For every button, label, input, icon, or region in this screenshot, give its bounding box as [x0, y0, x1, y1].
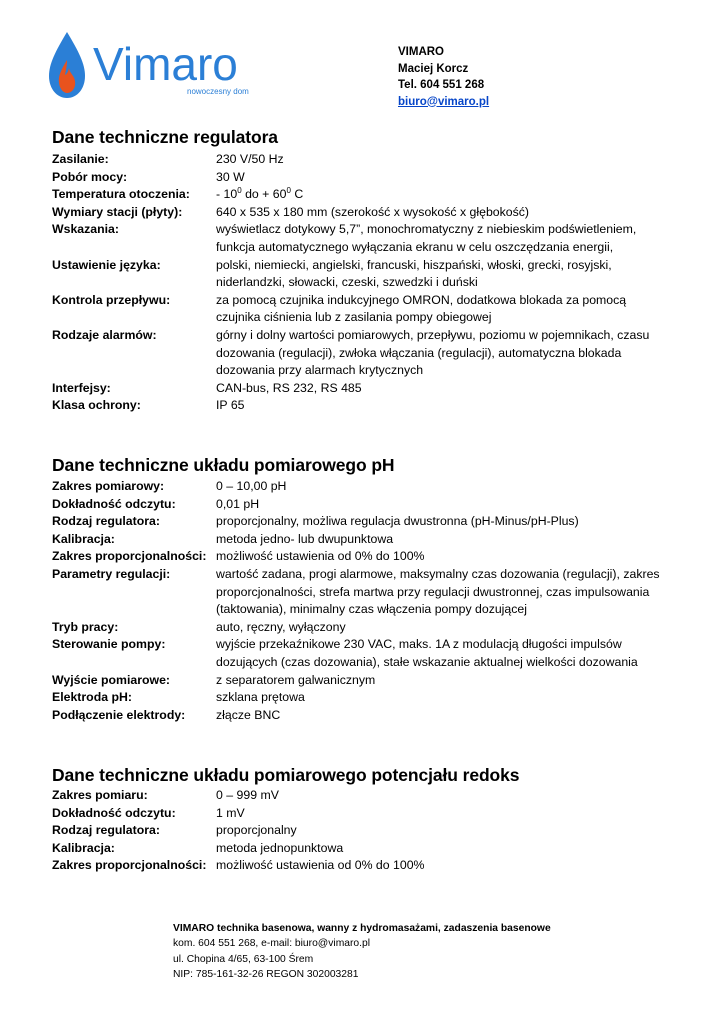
- spec-label: Dokładność odczytu:: [52, 805, 176, 820]
- spec-row: [52, 672, 672, 690]
- contact-email-link[interactable]: biuro@vimaro.pl: [398, 95, 490, 108]
- spec-label: Wyjście pomiarowe:: [52, 672, 170, 687]
- spec-value: szklana prętowa: [216, 690, 305, 705]
- spec-value: polski, niemiecki, angielski, francuski, hiszpański, włoski, grecki, rosyjski, niderlandzki, słowacki, czeski, szwedzki i duński: [216, 257, 612, 290]
- section-title-redox: Dane techniczne układu pomiarowego potencjału redoks: [52, 765, 520, 785]
- spec-value: 640 x 535 x 180 mm (szerokość x wysokość x głębokość): [216, 204, 530, 219]
- footer-company: VIMARO technika basenowa, wanny z hydromasażami, zadaszenia basenowe: [173, 923, 551, 934]
- spec-label: Zasilanie:: [52, 152, 109, 166]
- spec-label: Zakres proporcjonalności:: [52, 549, 207, 564]
- spec-value: IP 65: [216, 398, 245, 413]
- spec-label: Interfejsy:: [52, 380, 111, 395]
- spec-row: [52, 787, 672, 805]
- spec-value: proporcjonalny, możliwa regulacja dwustronna (pH-Minus/pH-Plus): [216, 514, 579, 529]
- spec-row: [52, 151, 672, 169]
- spec-value: za pomocą czujnika indukcyjnego OMRON, dodatkowa blokada za pomocą czujnika ciśnienia lub z zasilania pompy obiegowej: [216, 292, 627, 325]
- svg-text:nowoczesny dom: nowoczesny dom: [187, 87, 249, 96]
- spec-row: [52, 186, 672, 204]
- spec-label: Wymiary stacji (płyty):: [52, 204, 183, 219]
- spec-row: [52, 566, 672, 619]
- spec-label: Klasa ochrony:: [52, 398, 141, 413]
- spec-row: [52, 169, 672, 187]
- spec-value: możliwość ustawienia od 0% do 100%: [216, 549, 425, 564]
- svg-text:Vimaro: Vimaro: [93, 38, 238, 90]
- spec-label: Temperatura otoczenia:: [52, 187, 190, 202]
- spec-value: 0,01 pH: [216, 496, 260, 511]
- page-footer: [173, 921, 551, 982]
- spec-row: [52, 496, 672, 514]
- contact-phone: Tel. 604 551 268: [398, 79, 485, 91]
- spec-value: metoda jednopunktowa: [216, 840, 344, 855]
- vimaro-logo: [47, 30, 287, 104]
- spec-row: [52, 636, 672, 671]
- spec-label: Rodzaj regulatora:: [52, 823, 160, 838]
- spec-value-temperature: - $10^0$ do + $60^0$ C: [216, 186, 304, 202]
- spec-label: Kalibracja:: [52, 840, 115, 855]
- spec-row: [52, 397, 672, 415]
- spec-row: [52, 292, 672, 327]
- section-ph-specs: [52, 478, 672, 724]
- spec-label: Elektroda pH:: [52, 690, 132, 705]
- spec-row: [52, 689, 672, 707]
- spec-row: [52, 857, 672, 875]
- spec-value: 0 – 10,00 pH: [216, 479, 287, 493]
- spec-value: z separatorem galwanicznym: [216, 672, 376, 687]
- spec-label: Kalibracja:: [52, 531, 115, 546]
- spec-label: Zakres pomiarowy:: [52, 479, 165, 493]
- spec-value: wartość zadana, progi alarmowe, maksymalny czas dozowania (regulacji), zakres proporcjonalności, strefa martwa przy regulacji dwustronnej, czas impulsowania (taktowania), minimalny czas włączenia pompy dozującej: [216, 566, 660, 617]
- section-title-controller: Dane techniczne regulatora: [52, 127, 278, 147]
- spec-label: Zakres pomiaru:: [52, 788, 148, 802]
- spec-label: Pobór mocy:: [52, 169, 128, 184]
- spec-label: Rodzaje alarmów:: [52, 327, 157, 342]
- spec-value: wyjście przekaźnikowe 230 VAC, maks. 1A z modulacją długości impulsów dozujących (czas dozowania), stałe wskazanie aktualnej wielkości dozowania: [216, 637, 638, 669]
- spec-label: Podłączenie elektrody:: [52, 707, 186, 722]
- spec-value: wyświetlacz dotykowy 5,7”, monochromatyczny z niebieskim podświetleniem, funkcja automatycznego wyłączania ekranu w celu oszczędzania energii,: [216, 222, 637, 254]
- spec-value: złącze BNC: [216, 707, 281, 722]
- section-controller-specs: [52, 151, 672, 415]
- spec-value: 0 – 999 mV: [216, 788, 279, 802]
- spec-label: Ustawienie języka:: [52, 257, 161, 272]
- spec-label: Wskazania:: [52, 222, 119, 237]
- spec-row: [52, 822, 672, 840]
- section-redox-specs: [52, 787, 672, 875]
- spec-row: [52, 327, 672, 380]
- spec-label: Dokładność odczytu:: [52, 496, 176, 511]
- spec-label: Zakres proporcjonalności:: [52, 858, 207, 873]
- contact-person: Maciej Korcz: [398, 62, 469, 75]
- spec-label: Kontrola przepływu:: [52, 292, 171, 307]
- spec-row: [52, 531, 672, 549]
- spec-row: [52, 221, 672, 256]
- spec-label: Sterowanie pompy:: [52, 637, 166, 652]
- spec-value: CAN-bus, RS 232, RS 485: [216, 380, 362, 395]
- spec-row: [52, 513, 672, 531]
- spec-label: Rodzaj regulatora:: [52, 514, 160, 529]
- contact-company: VIMARO: [398, 46, 444, 58]
- spec-label: Parametry regulacji:: [52, 566, 171, 581]
- spec-value: 1 mV: [216, 805, 245, 820]
- spec-value: proporcjonalny: [216, 823, 297, 838]
- spec-value: 30 W: [216, 169, 245, 184]
- section-title-ph: Dane techniczne układu pomiarowego pH: [52, 455, 395, 475]
- footer-contact: kom. 604 551 268, e-mail: biuro@vimaro.pl: [173, 938, 371, 950]
- spec-row: [52, 707, 672, 725]
- spec-label: Tryb pracy:: [52, 619, 119, 634]
- spec-value: możliwość ustawienia od 0% do 100%: [216, 858, 425, 873]
- spec-value: 230 V/50 Hz: [216, 152, 284, 166]
- spec-value: metoda jedno- lub dwupunktowa: [216, 531, 394, 546]
- contact-block: [398, 44, 489, 110]
- spec-row: [52, 619, 672, 637]
- spec-value: auto, ręczny, wyłączony: [216, 619, 346, 634]
- spec-row: [52, 257, 672, 292]
- spec-row: [52, 204, 672, 222]
- spec-row: [52, 548, 672, 566]
- footer-address: ul. Chopina 4/65, 63-100 Śrem: [173, 953, 314, 965]
- footer-ids: NIP: 785-161-32-26 REGON 302003281: [173, 968, 359, 980]
- spec-row: [52, 478, 672, 496]
- spec-row: [52, 840, 672, 858]
- spec-row: [52, 380, 672, 398]
- spec-value: górny i dolny wartości pomiarowych, przepływu, poziomu w pojemnikach, czasu dozowania (regulacji), zwłoka włączania (regulacji), automatyczna blokada dozowania przy alarmach krytycznych: [216, 327, 650, 378]
- spec-row: [52, 805, 672, 823]
